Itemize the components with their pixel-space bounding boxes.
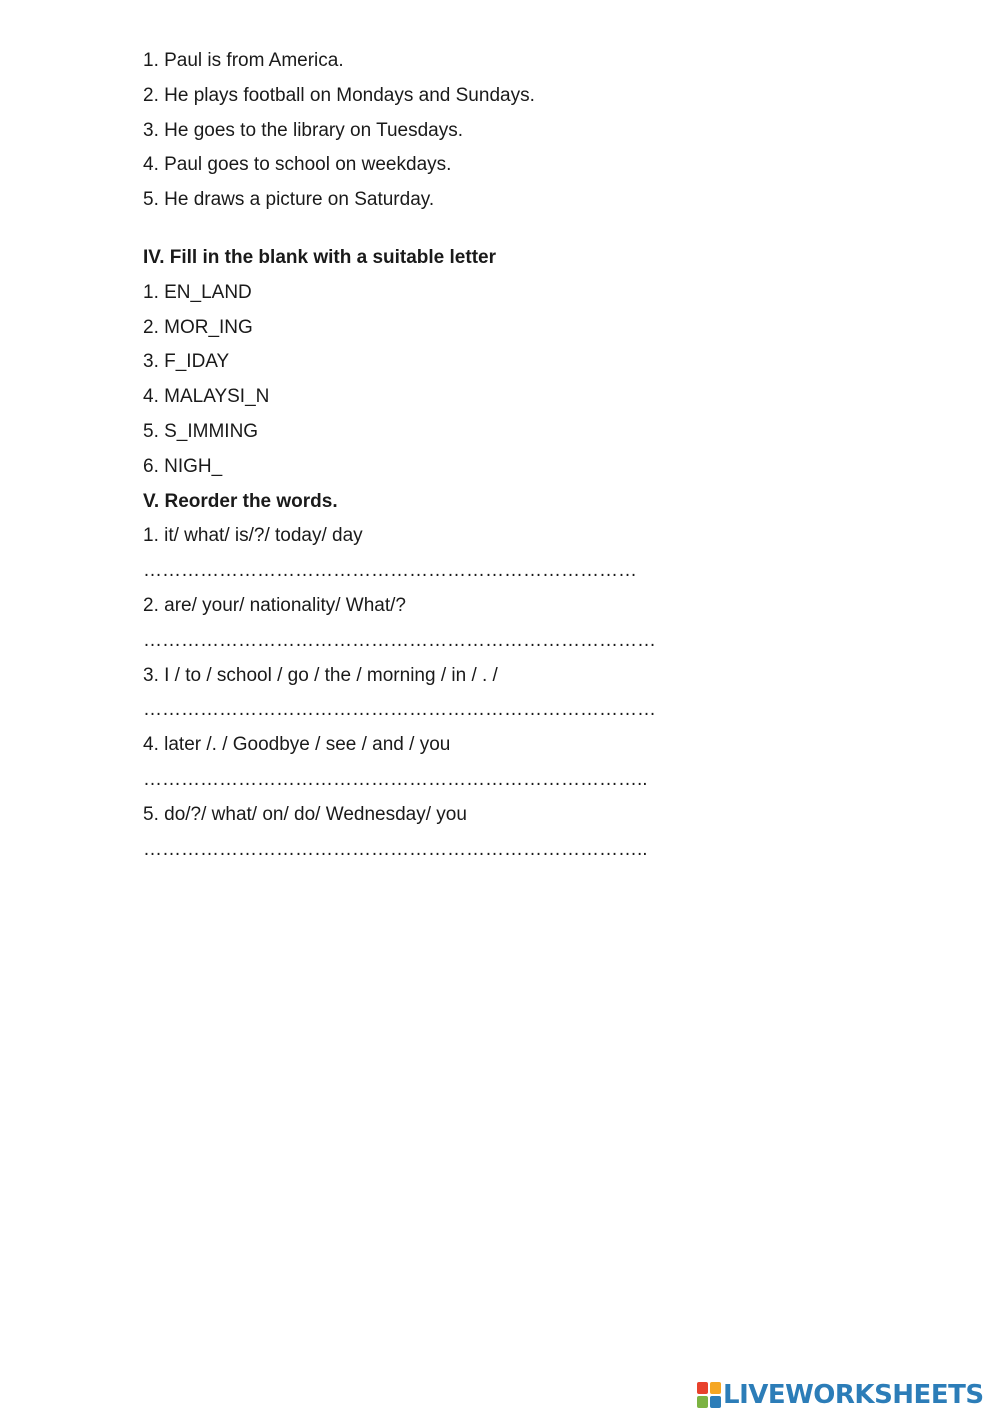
section4-heading: IV. Fill in the blank with a suitable letter [143,246,496,268]
logo-mark-icon [697,1382,721,1408]
logo-square-green [697,1396,708,1408]
section5-answer-line-1[interactable]: …………………………………………………………………… [143,560,637,582]
section3-item-5: 5. He draws a picture on Saturday. [143,189,435,211]
section5-prompt-4: 4. later /. / Goodbye / see / and / you [143,734,451,756]
section5-prompt-5: 5. do/?/ what/ on/ do/ Wednesday/ you [143,803,467,825]
section4-item-4: 4. MALAYSI_N [143,386,270,408]
logo-square-red [697,1382,708,1394]
section5-prompt-1: 1. it/ what/ is/?/ today/ day [143,525,363,547]
section5-answer-line-5[interactable]: …………………………………………………………………….. [143,838,648,860]
section4-item-5: 5. S_IMMING [143,420,259,442]
logo-square-orange [710,1382,721,1394]
section5-prompt-2: 2. are/ your/ nationality/ What/? [143,594,406,616]
section4-item-2: 2. MOR_ING [143,316,253,338]
section3-item-1: 1. Paul is from America. [143,50,344,71]
section4-item-3: 3. F_IDAY [143,351,230,373]
section5-prompt-3: 3. I / to / school / go / the / morning / in / . / [143,664,498,686]
section3-item-2: 2. He plays football on Mondays and Sundays. [143,84,535,106]
section4-item-1: 1. EN_LAND [143,281,252,303]
logo-text: LIVEWORKSHEETS [723,1380,984,1410]
logo-square-blue [710,1396,721,1408]
section5-answer-line-4[interactable]: …………………………………………………………………….. [143,768,648,790]
section5-answer-line-3[interactable]: ……………………………………………………………………… [143,699,656,721]
section3-item-4: 4. Paul goes to school on weekdays. [143,154,452,176]
worksheet-page [143,44,903,867]
section3-item-3: 3. He goes to the library on Tuesdays. [143,119,464,141]
liveworksheets-logo [697,1378,984,1412]
section5-answer-line-2[interactable]: ……………………………………………………………………… [143,629,656,651]
section-spacer [143,218,903,241]
section4-item-6: 6. NIGH_ [143,455,223,477]
section5-heading: V. Reorder the words. [143,490,338,512]
